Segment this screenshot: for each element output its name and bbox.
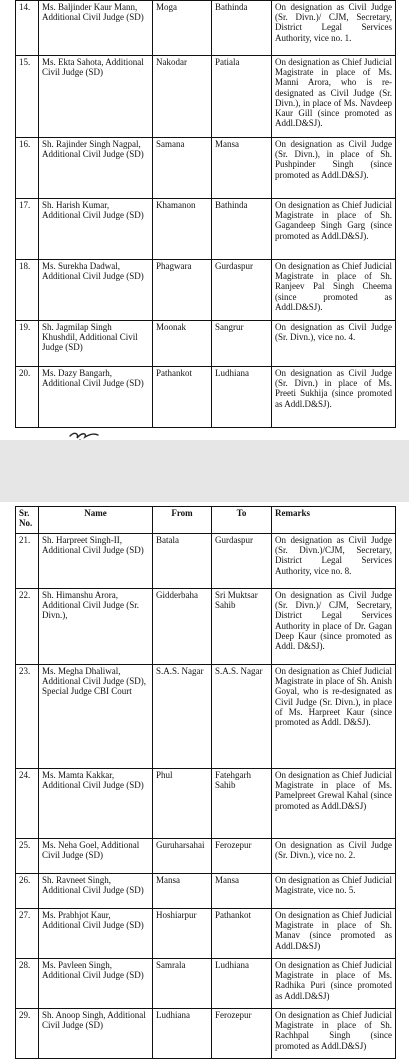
cell-sr: 24. (16, 769, 39, 839)
cell-remarks: On designation as Chief Judicial Magistrate in place of Sh. Ranjeev Pal Singh Cheema (since promoted as Addl.D&SJ). (272, 260, 396, 321)
cell-from: Hoshiarpur (153, 909, 212, 959)
table-header-row (16, 507, 396, 534)
cell-to: Gurdaspur (212, 534, 272, 589)
cell-from: Nakodar (153, 56, 212, 138)
table-row (16, 909, 396, 959)
cell-name: Ms. Baljinder Kaur Mann, Additional Civil Judge (SD) (39, 1, 153, 56)
cell-name: Ms. Pavleen Singh, Additional Civil Judge (SD) (39, 959, 153, 1009)
transfer-table-page-1 (15, 0, 396, 428)
cell-sr: 19. (16, 321, 39, 367)
table-row (16, 839, 396, 874)
cell-to: Patiala (212, 56, 272, 138)
cell-from: Batala (153, 534, 212, 589)
cell-sr: 16. (16, 138, 39, 199)
cell-sr: 17. (16, 199, 39, 260)
table-row (16, 138, 396, 199)
transfer-table-page-2 (15, 506, 396, 1059)
table-body-page-1 (16, 1, 396, 428)
table-row (16, 959, 396, 1009)
cell-name: Ms. Megha Dhaliwal, Additional Civil Judge (SD), Special Judge CBI Court (39, 665, 153, 769)
cell-to: S.A.S. Nagar (212, 665, 272, 769)
cell-from: Phagwara (153, 260, 212, 321)
table-body-page-2 (16, 534, 396, 1059)
table-row (16, 199, 396, 260)
cell-remarks: On designation as Civil Judge (Sr. Divn.) in place of Ms. Preeti Sukhija (since promoted as Addl.D&SJ). (272, 367, 396, 428)
cell-to: Fatehgarh Sahib (212, 769, 272, 839)
cell-sr: 27. (16, 909, 39, 959)
cell-to: Sri Muktsar Sahib (212, 589, 272, 665)
cell-from: Moonak (153, 321, 212, 367)
cell-name: Ms. Ekta Sahota, Additional Civil Judge (SD) (39, 56, 153, 138)
cell-to: Ferozepur (212, 839, 272, 874)
document-page-2 (0, 502, 409, 1051)
header-name: Name (39, 507, 153, 534)
cell-remarks: On designation as Civil Judge (Sr. Divn.)/CJM, Secretary, District Legal Services Authority, vice no. 8. (272, 534, 396, 589)
cell-to: Ludhiana (212, 959, 272, 1009)
cell-sr: 15. (16, 56, 39, 138)
cell-remarks: On designation as Chief Judicial Magistrate in place of Sh. Manav (since promoted as Addl.D&SJ) (272, 909, 396, 959)
cell-remarks: On designation as Chief Judicial Magistrate in place of Sh. Anish Goyal, who is re-designated as Civil Judge (Sr. Divn.), in place of Ms. Harpreet Kaur (since promoted as Addl. D&SJ). (272, 665, 396, 769)
cell-remarks: On designation as Civil Judge (Sr. Divn.), vice no. 2. (272, 839, 396, 874)
header-from: From (153, 507, 212, 534)
table-row (16, 56, 396, 138)
cell-from: Khamanon (153, 199, 212, 260)
cell-from: Pathankot (153, 367, 212, 428)
page-separator (0, 440, 409, 502)
cell-name: Sh. Rajinder Singh Nagpal, Additional Civil Judge (SD) (39, 138, 153, 199)
cell-to: Gurdaspur (212, 260, 272, 321)
cell-from: Mansa (153, 874, 212, 909)
cell-sr: 23. (16, 665, 39, 769)
cell-sr: 22. (16, 589, 39, 665)
cell-from: Ludhiana (153, 1009, 212, 1059)
cell-from: Moga (153, 1, 212, 56)
cell-from: Samana (153, 138, 212, 199)
table-row (16, 367, 396, 428)
cell-name: Ms. Prabhjot Kaur, Additional Civil Judge (SD) (39, 909, 153, 959)
cell-to: Ferozepur (212, 1009, 272, 1059)
table-row (16, 589, 396, 665)
cell-sr: 20. (16, 367, 39, 428)
cell-sr: 14. (16, 1, 39, 56)
table-row (16, 1, 396, 56)
cell-remarks: On designation as Chief Judicial Magistrate in place of Sh. Rachhpal Singh (since promoted as Addl.D&SJ) (272, 1009, 396, 1059)
cell-remarks: On designation as Chief Judicial Magistrate, vice no. 5. (272, 874, 396, 909)
cell-name: Ms. Mamta Kakkar, Additional Civil Judge (SD) (39, 769, 153, 839)
table-row (16, 874, 396, 909)
table-row (16, 260, 396, 321)
cell-name: Sh. Jagmilap Singh Khushdil, Additional Civil Judge (SD) (39, 321, 153, 367)
cell-remarks: On designation as Civil Judge (Sr. Divn.)/ CJM, Secretary, District Legal Services Authority in place of Dr. Gagan Deep Kaur (since promoted as Addl. D&SJ). (272, 589, 396, 665)
cell-remarks: On designation as Chief Judicial Magistrate in place of Ms. Manni Arora, who is re-designated as Civil Judge (Sr. Divn.), in place of Ms. Navdeep Kaur Gill (since promoted as Addl.D&SJ). (272, 56, 396, 138)
cell-name: Ms. Dazy Bangarh, Additional Civil Judge (SD) (39, 367, 153, 428)
cell-to: Ludhiana (212, 367, 272, 428)
cell-sr: 29. (16, 1009, 39, 1059)
cell-to: Bathinda (212, 199, 272, 260)
cell-remarks: On designation as Chief Judicial Magistrate in place of Ms. Radhika Puri (since promoted as Addl.D&SJ) (272, 959, 396, 1009)
table-row (16, 534, 396, 589)
cell-name: Sh. Harish Kumar, Additional Civil Judge (SD) (39, 199, 153, 260)
cell-name: Ms. Surekha Dadwal, Additional Civil Judge (SD) (39, 260, 153, 321)
document-page-1 (0, 0, 409, 440)
header-to: To (212, 507, 272, 534)
cell-sr: 21. (16, 534, 39, 589)
cell-from: Guruharsahai (153, 839, 212, 874)
cell-to: Sangrur (212, 321, 272, 367)
cell-from: S.A.S. Nagar (153, 665, 212, 769)
cell-remarks: On designation as Civil Judge (Sr. Divn.)/ CJM, Secretary, District Legal Services Authority, vice no. 1. (272, 1, 396, 56)
header-sr-no: Sr. No. (16, 507, 39, 534)
cell-from: Phul (153, 769, 212, 839)
cell-name: Sh. Himanshu Arora, Additional Civil Judge (Sr. Divn.), (39, 589, 153, 665)
cell-from: Samrala (153, 959, 212, 1009)
cell-sr: 25. (16, 839, 39, 874)
cell-sr: 28. (16, 959, 39, 1009)
cell-to: Mansa (212, 138, 272, 199)
table-row (16, 1009, 396, 1059)
cell-from: Gidderbaha (153, 589, 212, 665)
table-row (16, 665, 396, 769)
cell-name: Sh. Harpreet Singh-II, Additional Civil Judge (SD) (39, 534, 153, 589)
cell-to: Bathinda (212, 1, 272, 56)
table-row (16, 769, 396, 839)
cell-name: Sh. Anoop Singh, Additional Civil Judge (SD) (39, 1009, 153, 1059)
cell-to: Pathankot (212, 909, 272, 959)
table-row (16, 321, 396, 367)
cell-name: Sh. Ravneet Singh, Additional Civil Judge (SD) (39, 874, 153, 909)
header-remarks: Remarks (272, 507, 396, 534)
cell-remarks: On designation as Chief Judicial Magistrate in place of Sh. Gagandeep Singh Garg (since promoted as Addl.D&SJ). (272, 199, 396, 260)
cell-remarks: On designation as Civil Judge (Sr. Divn.), in place of Sh. Pushpinder Singh (since promoted as Addl.D&SJ). (272, 138, 396, 199)
cell-remarks: On designation as Civil Judge (Sr. Divn.), vice no. 4. (272, 321, 396, 367)
cell-sr: 18. (16, 260, 39, 321)
cell-remarks: On designation as Chief Judicial Magistrate in place of Ms. Pamelpreet Grewal Kahal (since promoted as Addl.D&SJ) (272, 769, 396, 839)
cell-name: Ms. Neha Goel, Additional Civil Judge (SD) (39, 839, 153, 874)
cell-to: Mansa (212, 874, 272, 909)
cell-sr: 26. (16, 874, 39, 909)
